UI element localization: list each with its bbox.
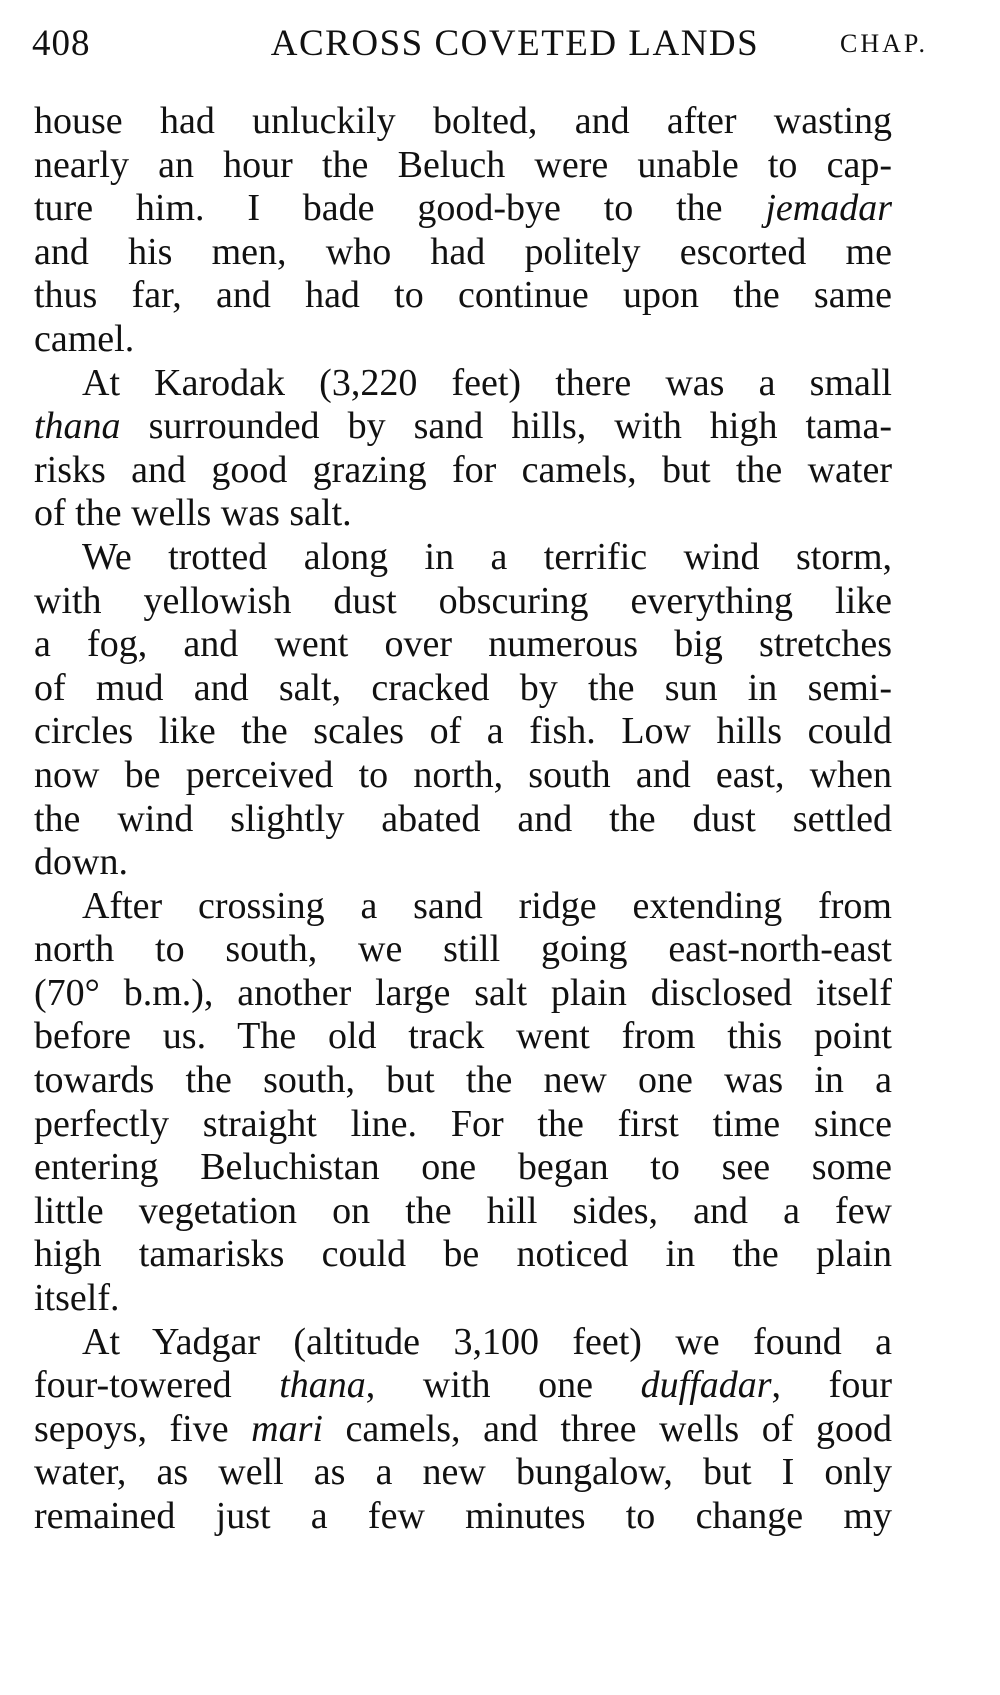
text-segment: surrounded by sand hills, with high tama- — [120, 405, 892, 448]
page-number: 408 — [32, 23, 91, 64]
italic-term: duffadar — [640, 1364, 772, 1407]
text-segment: four-towered — [34, 1364, 280, 1407]
text-segment: perfectly straight line. For the first time since — [34, 1102, 892, 1145]
text-segment: little vegetation on the hill sides, and a few — [34, 1189, 892, 1232]
text-line — [34, 1495, 892, 1539]
text-line — [34, 1451, 892, 1495]
text-line — [34, 1233, 892, 1277]
text-segment: , with one — [365, 1364, 641, 1407]
text-segment: north to south, we still going east-north-east — [34, 928, 892, 971]
text-segment: of the wells was salt. — [34, 492, 352, 535]
text-segment: water, as well as a new bungalow, but I only — [34, 1451, 892, 1494]
text-line — [34, 1190, 892, 1234]
text-segment: the wind slightly abated and the dust settled — [34, 797, 892, 840]
paragraph — [34, 536, 892, 885]
text-segment: , four — [771, 1364, 892, 1407]
paragraph — [34, 362, 892, 536]
text-segment: We trotted along in a terrific wind storm, — [82, 535, 892, 578]
text-segment: high tamarisks could be noticed in the plain — [34, 1233, 892, 1276]
text-segment: At Yadgar (altitude 3,100 feet) we found a — [82, 1320, 892, 1363]
text-segment: ture him. I bade good-bye to the — [34, 187, 766, 230]
italic-term: mari — [251, 1407, 323, 1450]
body-text — [34, 100, 892, 1539]
text-segment: before us. The old track went from this point — [34, 1015, 892, 1058]
italic-term: thana — [34, 405, 121, 448]
text-line — [34, 318, 892, 362]
text-segment: house had unluckily bolted, and after wasting — [34, 100, 892, 142]
text-segment: of mud and salt, cracked by the sun in semi- — [34, 666, 892, 709]
running-head — [32, 16, 928, 72]
text-line — [34, 841, 892, 885]
italic-term: thana — [279, 1364, 366, 1407]
text-line — [34, 1408, 892, 1452]
text-segment: and his men, who had politely escorted me — [34, 230, 892, 273]
text-line — [34, 449, 892, 493]
text-line — [34, 231, 892, 275]
text-line — [34, 928, 892, 972]
text-line — [34, 667, 892, 711]
paragraph — [34, 885, 892, 1321]
chapter-label: CHAP. — [840, 29, 928, 58]
text-segment: (70° b.m.), another large salt plain disclosed itself — [34, 971, 892, 1014]
text-segment: down. — [34, 841, 128, 884]
text-segment: remained just a few minutes to change my — [34, 1495, 892, 1537]
italic-term: jemadar — [765, 187, 892, 230]
text-line — [34, 972, 892, 1016]
text-segment: entering Beluchistan one began to see some — [34, 1146, 892, 1189]
text-line — [34, 274, 892, 318]
text-line — [34, 492, 892, 536]
text-segment: At Karodak (3,220 feet) there was a small — [82, 361, 892, 404]
text-line — [34, 1321, 892, 1365]
text-segment: a fog, and went over numerous big stretches — [34, 623, 892, 666]
text-segment: now be perceived to north, south and east, when — [34, 753, 892, 796]
text-line — [34, 144, 892, 188]
text-line — [34, 885, 892, 929]
text-line — [34, 405, 892, 449]
text-line — [34, 1103, 892, 1147]
text-line — [34, 100, 892, 144]
text-line — [34, 362, 892, 406]
text-line — [34, 1364, 892, 1408]
text-line — [34, 710, 892, 754]
text-line — [34, 1277, 892, 1321]
text-line — [34, 623, 892, 667]
text-segment: camels, and three wells of good — [322, 1407, 892, 1450]
text-segment: circles like the scales of a fish. Low hills could — [34, 710, 892, 753]
text-segment: sepoys, five — [34, 1407, 252, 1450]
text-segment: nearly an hour the Beluch were unable to cap- — [34, 143, 892, 186]
text-line — [34, 1146, 892, 1190]
text-segment: towards the south, but the new one was in a — [34, 1059, 892, 1102]
paragraph — [34, 1321, 892, 1539]
paragraph — [34, 100, 892, 362]
text-segment: risks and good grazing for camels, but the water — [34, 448, 892, 491]
text-segment: After crossing a sand ridge extending from — [82, 884, 892, 927]
text-line — [34, 798, 892, 842]
text-line — [34, 1015, 892, 1059]
text-line — [34, 754, 892, 798]
text-line — [34, 187, 892, 231]
text-segment: camel. — [34, 317, 135, 360]
text-line — [34, 1059, 892, 1103]
text-segment: with yellowish dust obscuring everything like — [34, 579, 892, 622]
text-line — [34, 536, 892, 580]
book-title: ACROSS COVETED LANDS — [270, 23, 760, 64]
text-line — [34, 580, 892, 624]
text-segment: thus far, and had to continue upon the same — [34, 274, 892, 317]
text-segment: itself. — [34, 1277, 120, 1320]
